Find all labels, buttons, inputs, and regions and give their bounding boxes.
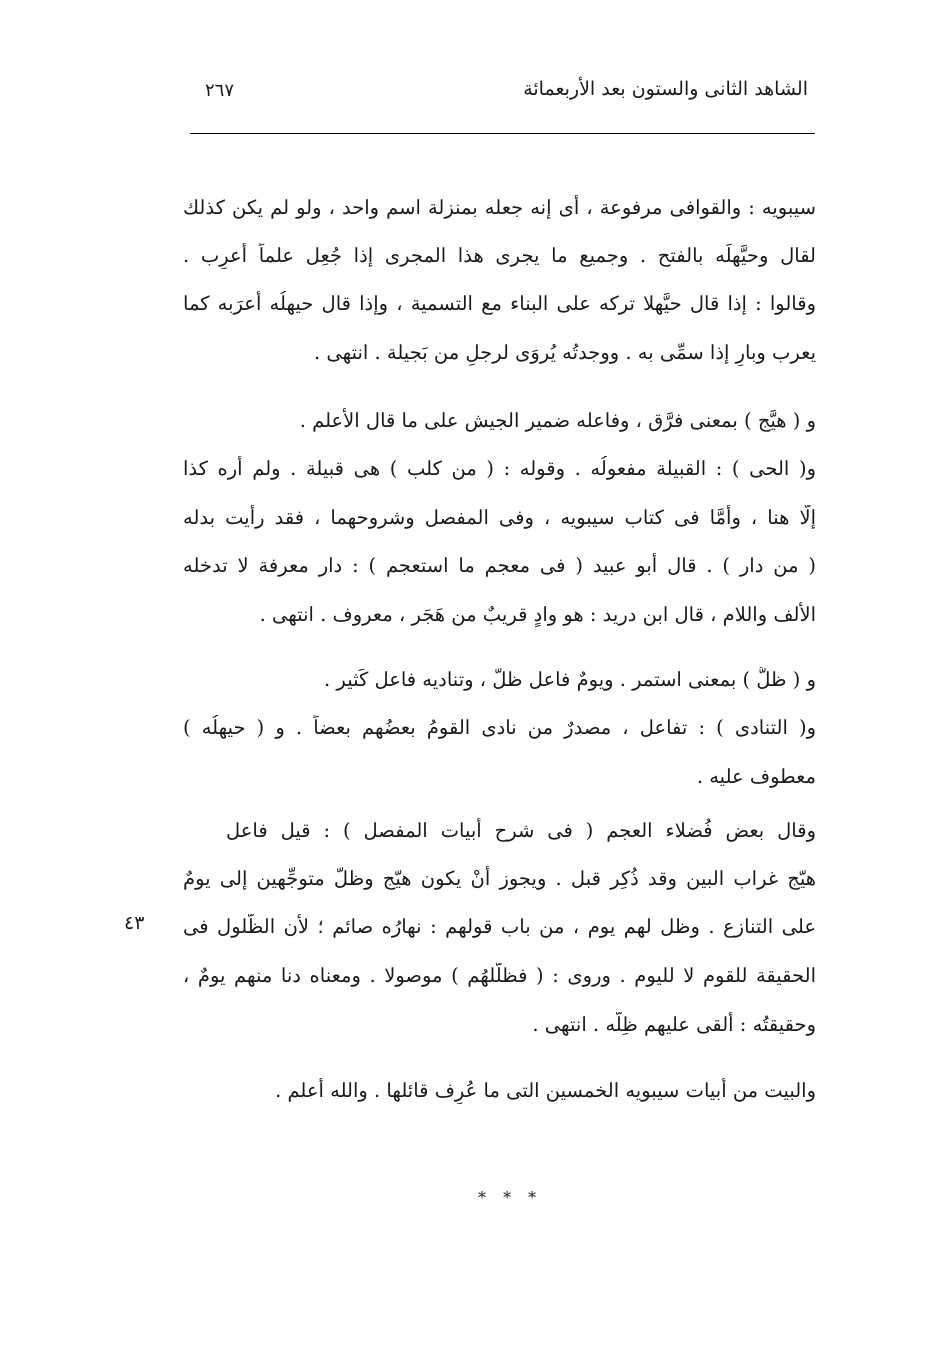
text-line: و ( ظلَّ ) بمعنى استمر . ويومٌ فاعل ظلّ ، وتناديه فاعل كَثير . xyxy=(324,668,816,691)
text-line: يعرب وبارِ إذا سمِّى به . ووجدتُه يُروَى لرجلٍ من بَجيلة . انتهى . xyxy=(313,341,816,364)
text-line: وقال بعض فُضلاء العجم ( فى شرح أبيات المفصل ) : قيل فاعل xyxy=(226,819,816,842)
text-line: و( التنادى ) : تفاعل ، مصدرٌ من نادى القومُ بعضُهم بعضاً . و ( حيهلُه ) xyxy=(183,716,816,739)
text-line: وقالوا : إذا قال حيَّهلا تركه على البناء مع التسمية ، وإذا قال حيهلُه أعرَبه كما xyxy=(183,292,816,315)
text-line: ( من دار ) . قال أبو عبيد ( فى معجم ما استعجم ) : دار معرفة لا تدخله xyxy=(183,554,816,577)
text-line: سيبويه : والقوافى مرفوعة ، أى إنه جعله بمنزلة اسم واحد ، ولو لم يكن كذلك xyxy=(183,196,816,219)
text-line: الحقيقة للقوم لا لليوم . وروى : ( فظلَّلهُم ) موصولا . ومعناه دنا منهم يومٌ ، xyxy=(183,964,816,987)
text-line: والبيت من أبيات سيبويه الخمسين التى ما عُرِف قائلها . والله أعلم . xyxy=(275,1079,816,1102)
margin-number: ٤٣ xyxy=(124,912,145,934)
text-line: و ( هيَّج ) بمعنى فرَّق ، وفاعله ضمير الجيش على ما قال الأعلم . xyxy=(299,409,816,432)
text-line: إلَّا هنا ، وأمَّا فى كتاب سيبويه ، وفى المفصل وشروحهما ، فقد رأيت بدله xyxy=(183,506,816,529)
text-line: الألف واللام ، قال ابن دريد : هو وادٍ قريبٌ من هَجَر ، معروف . انتهى . xyxy=(259,603,816,626)
text-line: معطوف عليه . xyxy=(696,765,816,788)
end-ornament: * * * xyxy=(478,1188,543,1207)
text-line: هيّج غراب البين وقد ذُكِر قبل . ويجوز أنْ يكون هيّج وظلّ متوجِّهين إلى يومٌ xyxy=(183,867,816,890)
text-line: على التنازع . وظل لهم يوم ، من باب قولهم : نهارُه صائم ؛ لأن الظُّلول فى xyxy=(183,915,816,938)
text-line: لقال وحيَّهلَه بالفتح . وجميع ما يجرى هذا المجرى إذا جُعِل علماً أُعرِب . xyxy=(183,244,816,267)
text-line: وحقيقتُه : ألقى عليهم ظِلَّه . انتهى . xyxy=(532,1013,816,1036)
header-rule xyxy=(190,133,815,134)
page-number: ٢٦٧ xyxy=(205,80,235,101)
text-line: و( الحى ) : القبيلة مفعولُه . وقوله : ( من كلب ) هى قبيلة . ولم أره كذا xyxy=(183,457,816,480)
running-header-title: الشاهد الثانى والستون بعد الأربعمائة xyxy=(523,78,808,100)
